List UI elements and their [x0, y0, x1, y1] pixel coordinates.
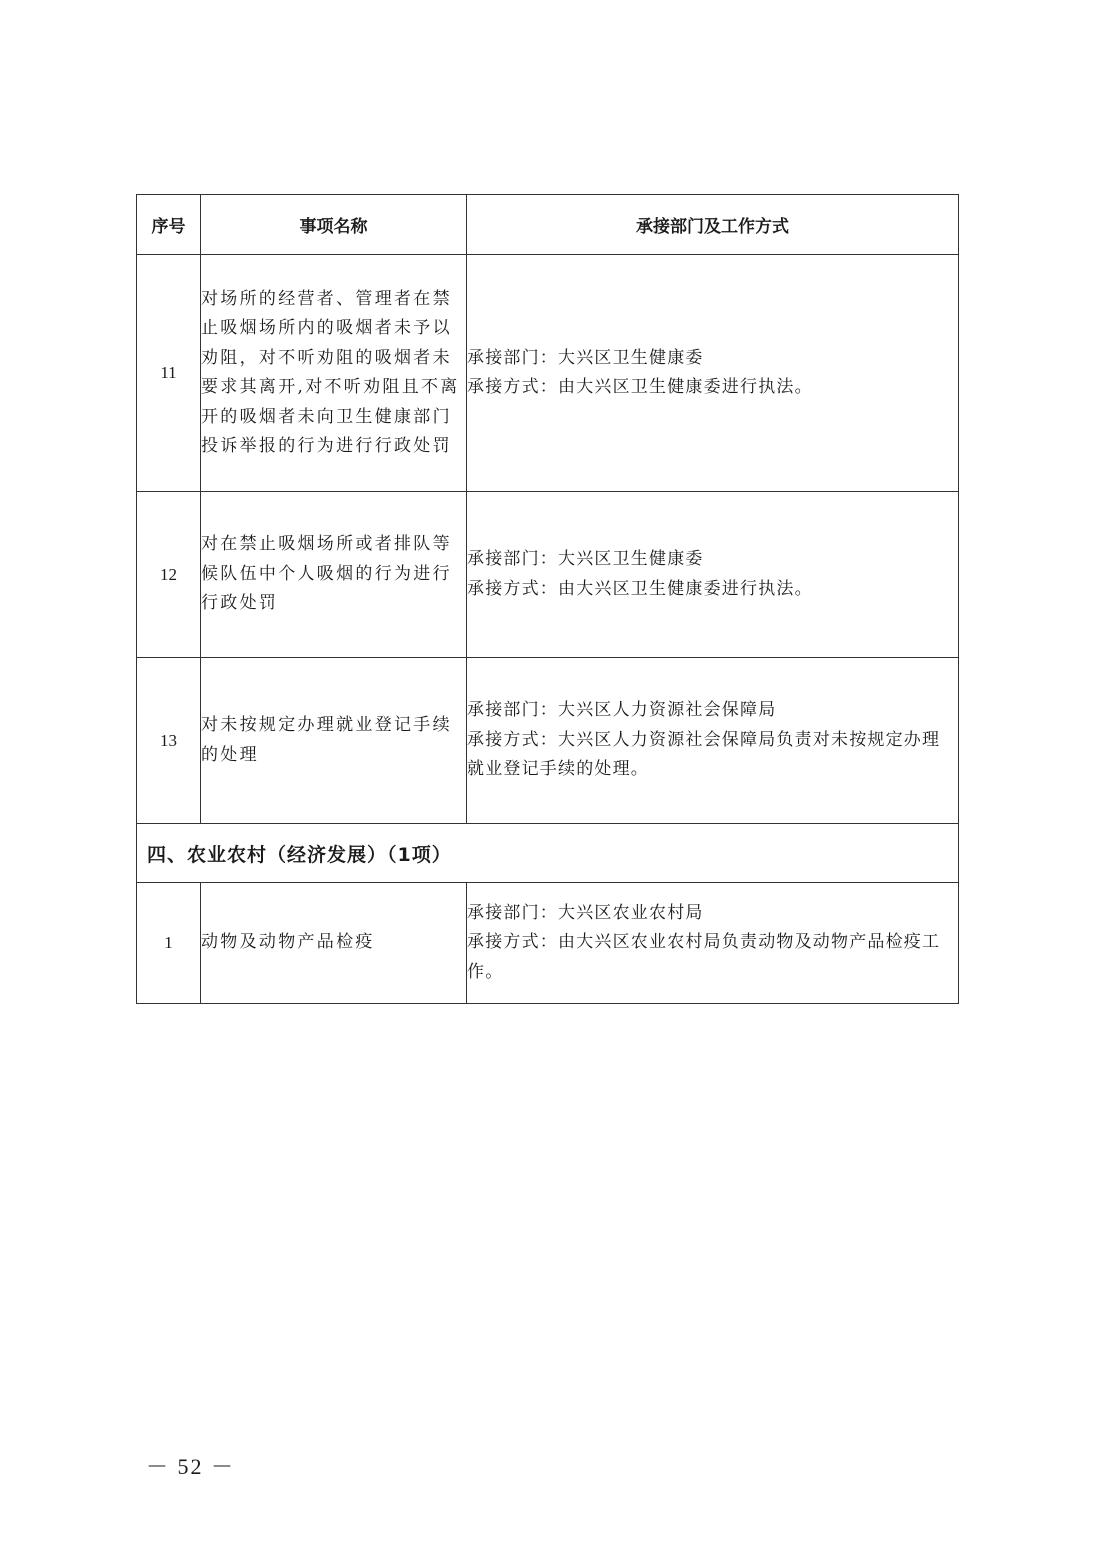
row-name: 对未按规定办理就业登记手续的处理: [201, 658, 467, 824]
table-row: [137, 658, 959, 824]
method-line: 承接方式：由大兴区卫生健康委进行执法。: [467, 377, 813, 397]
row-name: 对场所的经营者、管理者在禁止吸烟场所内的吸烟者未予以劝阻，对不听劝阻的吸烟者未要求其离开,对不听劝阻且不离开的吸烟者未向卫生健康部门投诉举报的行为进行行政处罚: [201, 255, 467, 492]
dept-line: 承接部门：大兴区卫生健康委: [467, 549, 704, 569]
row-dept: [467, 492, 959, 658]
method-line: 承接方式：大兴区人力资源社会保障局负责对未按规定办理就业登记手续的处理。: [467, 729, 941, 780]
header-seq: 序号: [137, 195, 201, 255]
row-dept: [467, 883, 959, 1004]
matters-table: [136, 194, 959, 1004]
row-name: 对在禁止吸烟场所或者排队等候队伍中个人吸烟的行为进行行政处罚: [201, 492, 467, 658]
row-name: 动物及动物产品检疫: [201, 883, 467, 1004]
header-dept: 承接部门及工作方式: [467, 195, 959, 255]
table-row: [137, 492, 959, 658]
row-dept: [467, 255, 959, 492]
table-row: [137, 883, 959, 1004]
method-line: 承接方式：由大兴区卫生健康委进行执法。: [467, 578, 813, 599]
row-dept: [467, 658, 959, 824]
page-number: － 52 －: [146, 1454, 236, 1479]
table-header-row: [137, 195, 959, 255]
section-header-row: [137, 824, 959, 883]
row-seq: 13: [137, 658, 201, 824]
method-line: 承接方式：由大兴区农业农村局负责动物及动物产品检疫工作。: [467, 932, 941, 982]
row-seq: 11: [137, 255, 201, 492]
header-name: 事项名称: [201, 195, 467, 255]
dept-line: 承接部门：大兴区农业农村局: [467, 902, 704, 923]
dept-line: 承接部门：大兴区人力资源社会保障局: [467, 700, 777, 721]
section-title: 四、农业农村（经济发展）（1项）: [137, 824, 959, 883]
dept-line: 承接部门：大兴区卫生健康委: [467, 347, 704, 368]
row-seq: 1: [137, 883, 201, 1004]
table-row: [137, 255, 959, 492]
row-seq: 12: [137, 492, 201, 658]
